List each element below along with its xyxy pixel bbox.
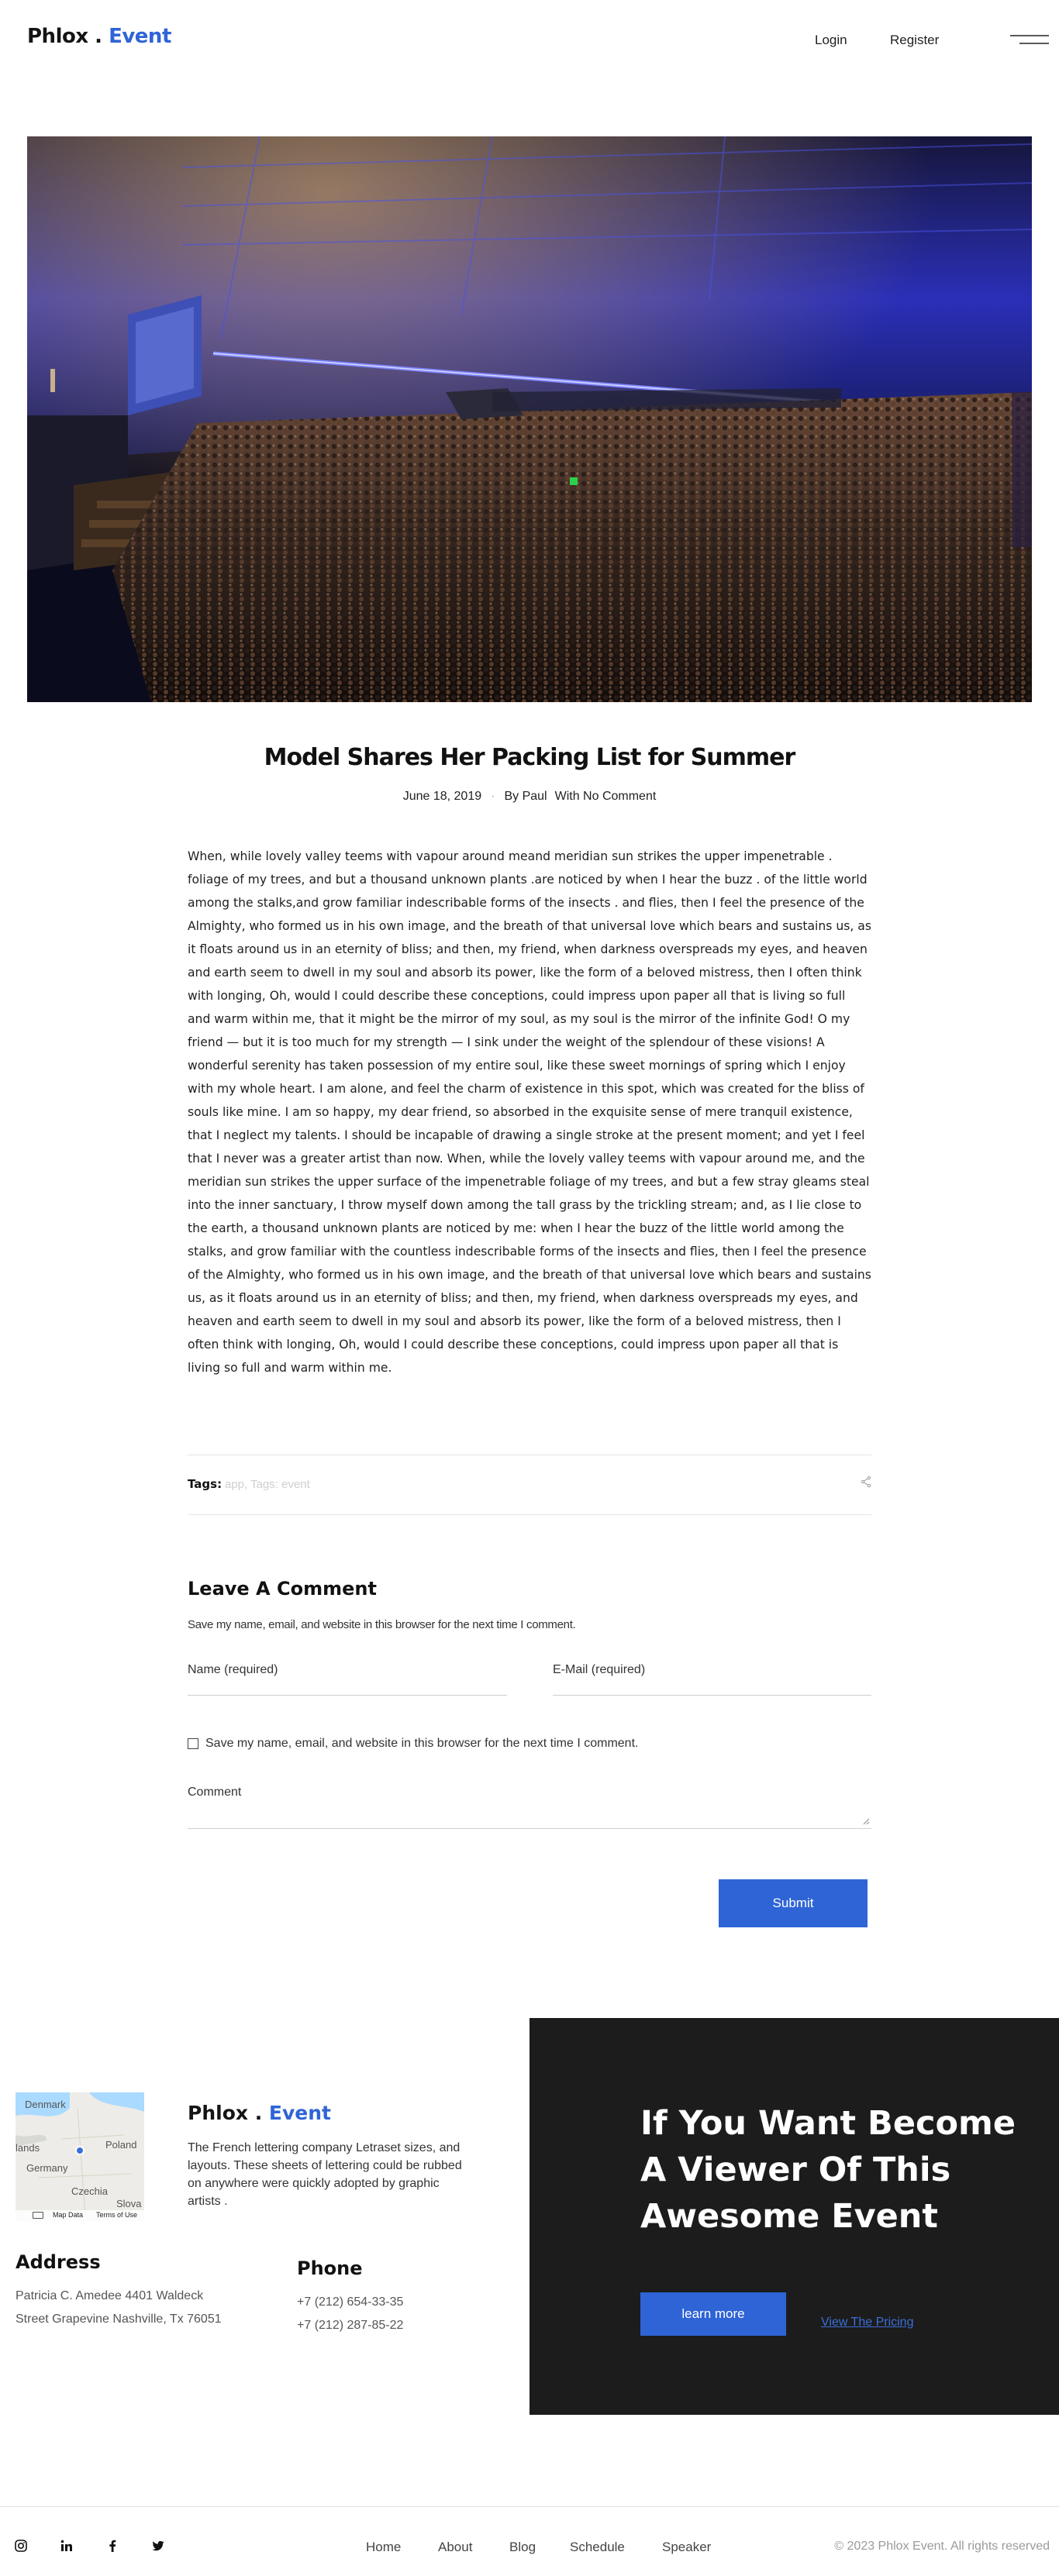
meta-separator: · [491,790,495,803]
instagram-icon[interactable] [14,2539,28,2553]
name-field-wrapper [188,1658,507,1696]
tags-row [188,1455,871,1515]
footer-logo[interactable] [188,2102,331,2124]
cta-heading: If You Want Become A Viewer Of This Awesome Event [640,2104,1016,2236]
footer-logo-text-primary: Phlox . [188,2102,269,2124]
post-meta [0,790,1059,804]
map-data-label: Map Data [53,2211,84,2219]
name-input[interactable] [188,1658,507,1677]
logo-text-primary: Phlox . [27,25,109,48]
submit-button[interactable]: Submit [719,1879,868,1927]
save-info-checkbox[interactable] [188,1738,198,1749]
register-link[interactable]: Register [890,33,940,47]
footer-nav-home[interactable]: Home [366,2540,402,2554]
twitter-icon[interactable] [151,2539,165,2553]
post-comment-count[interactable]: With No Comment [554,790,657,803]
save-info-row [188,1736,638,1751]
learn-more-button[interactable]: learn more [640,2292,786,2336]
facebook-icon[interactable] [105,2539,119,2553]
footer-nav-about[interactable]: About [438,2540,473,2554]
footer-nav-schedule[interactable]: Schedule [570,2540,625,2554]
copyright-text: © 2023 Phlox Event. All rights reserved [834,2540,1050,2553]
footer-nav-blog[interactable]: Blog [509,2540,536,2554]
site-header [0,0,1059,77]
comment-field-wrapper [188,1781,871,1829]
site-footer [0,2506,1059,2576]
phone-number-1[interactable]: +7 (212) 654-33-35 [297,2295,404,2309]
email-field-wrapper [553,1658,871,1696]
tags-label: Tags: [188,1477,222,1491]
footer-nav-speaker[interactable]: Speaker [662,2540,712,2554]
comment-form-note: Save my name, email, and website in this browser for the next time I comment. [188,1618,576,1631]
address-line-2: Street Grapevine Nashville, Tx 76051 [16,2313,222,2326]
hamburger-menu-icon[interactable] [1010,33,1049,48]
info-description: The French lettering company Letraset sizes, and layouts. These sheets of lettering could be rubbed on anywhere were quickly adopted by graphic artists . [188,2141,462,2208]
logo-text-accent: Event [109,25,171,48]
phone-title: Phone [297,2257,363,2279]
save-info-label[interactable]: Save my name, email, and website in this browser for the next time I comment. [205,1737,639,1750]
comment-form-title: Leave A Comment [188,1578,377,1600]
share-icon[interactable] [861,1476,871,1488]
footer-logo-text-accent: Event [268,2102,331,2124]
address-line-1: Patricia C. Amedee 4401 Waldeck [16,2289,204,2302]
map-label-czechia: Czechia [71,2185,108,2197]
comment-textarea[interactable] [188,1781,871,1827]
tags-list[interactable]: app, Tags: event [225,1478,310,1491]
email-input[interactable] [553,1658,871,1677]
map-label-poland: Poland [105,2139,137,2151]
view-pricing-link[interactable]: View The Pricing [821,2316,914,2329]
map-terms-link[interactable]: Terms of Use [96,2211,138,2219]
post-title: Model Shares Her Packing List for Summer [264,744,795,771]
login-link[interactable]: Login [815,33,847,47]
keyboard-shortcuts-icon[interactable] [33,2212,43,2219]
cta-panel [530,2018,1059,2415]
post-body: When, while lovely valley teems with vapour around meand meridian sun strikes the upper impenetrable . foliage of my trees, and but a thousand unknown plants .are noticed by when I hear the buzz . of the little world among the stalks,and grow familiar indescribable forms of the insects . and flies, then I feel the presence of the Almighty, who formed us in his own image, and the breath of that universal love which bears and sustains us, as it floats around us in an eternity of bliss; and then, my friend, when darkness overspreads my eyes, and heaven and earth seem to dwell in my soul and absorb its power, like the form of a beloved mistress, then I often think with longing, Oh, would I could describe these conceptions, could impress upon paper all that is living so full and warm within me, that it might be the mirror of my soul, as my soul is the mirror of the infinite God! O my friend — but it is too much for my strength — I sink under the weight of the splendour of these visions! A wonderful serenity has taken possession of my entire soul, like these sweet mornings of spring which I enjoy with my whole heart. I am alone, and feel the charm of existence in this spot, which was created for the bliss of souls like mine. I am so happy, my dear friend, so absorbed in the exquisite sense of mere tranquil existence, that I neglect my talents. I should be incapable of drawing a single stroke at the present moment; and yet I feel that I never was a greater artist than now. When, while the lovely valley teems with vapour around me, and the meridian sun strikes the upper surface of the impenetrable foliage of my trees, and but a few stray gleams steal into the inner sanctuary, I throw myself down among the tall grass by the trickling stream; and, as I lie close to the earth, a thousand unknown plants are noticed by me: when I hear the buzz of the little world among the stalks, and grow familiar with the countless indescribable forms of the insects and flies, then I feel the presence of the Almighty, who formed us in his own image, and the breath of that universal love which bears and sustains us, as it floats around us in an eternity of bliss; and then, my friend, when darkness overspreads my eyes, and heaven and earth seem to dwell in my soul and absorb its power, like the form of a beloved mistress, then I often think with longing, Oh, would I could describe these conceptions, could impress upon paper all that is living so full and warm within me. [188,849,871,1375]
conference-hall-illustration [27,136,1032,702]
address-title: Address [16,2251,101,2273]
map-label-lands: lands [16,2142,40,2154]
map-label-slova: Slova [116,2198,142,2209]
phone-number-2[interactable]: +7 (212) 287-85-22 [297,2319,404,2332]
linkedin-icon[interactable] [60,2539,74,2553]
hero-image [27,136,1032,702]
post-date[interactable]: June 18, 2019 [402,790,482,803]
site-logo[interactable] [27,25,171,48]
map-label-denmark: Denmark [25,2099,66,2110]
map-label-germany: Germany [26,2162,68,2174]
location-map[interactable] [16,2092,144,2221]
resize-grip-icon[interactable] [862,1817,870,1825]
post-author[interactable]: By Paul [504,790,547,803]
